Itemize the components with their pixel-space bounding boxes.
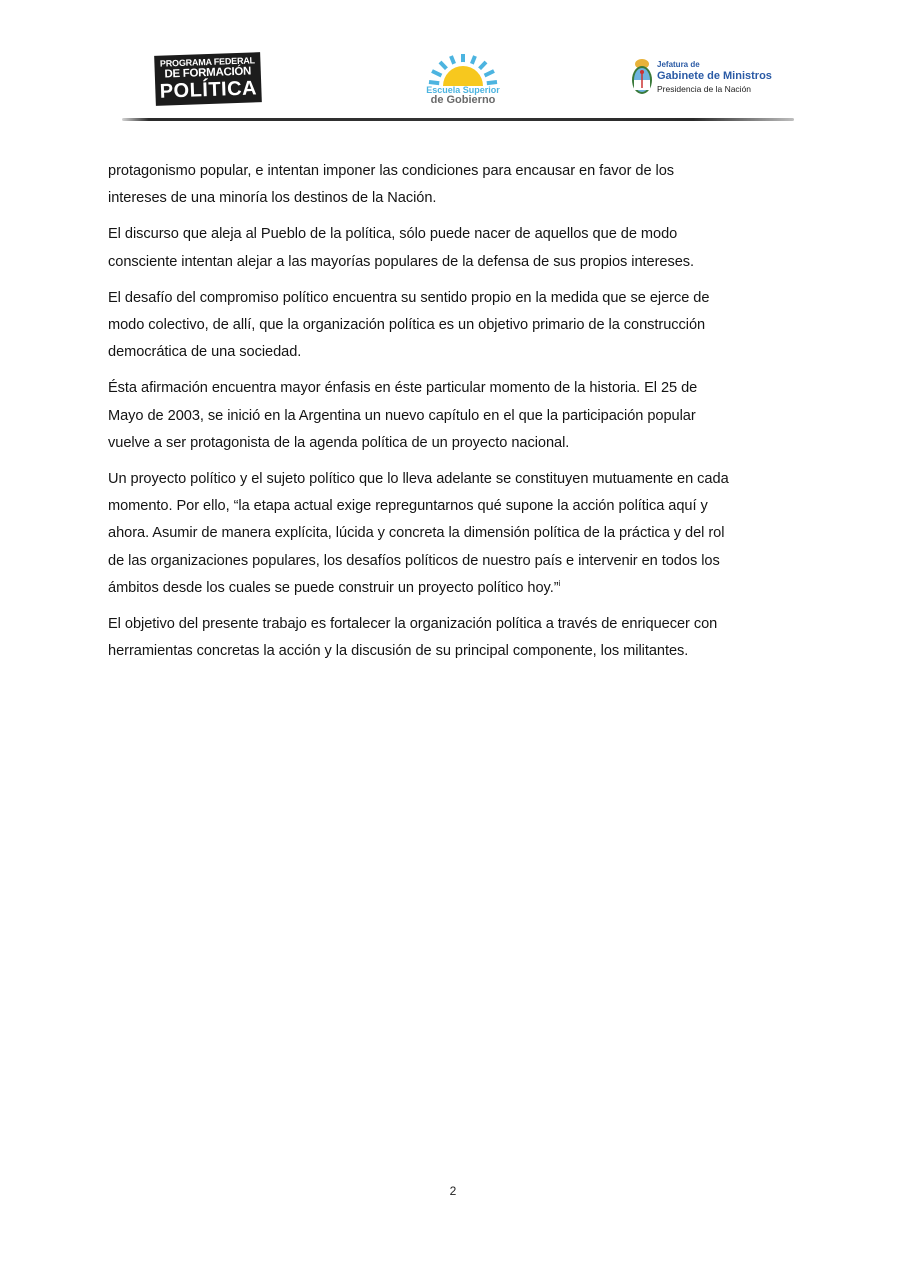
pff-line-3: POLÍTICA (159, 76, 258, 103)
text-line: protagonismo popular, e intentan imponer las condiciones para encausar en favor de los (108, 163, 675, 179)
footnote-marker[interactable]: i (558, 578, 561, 588)
jefatura-gabinete-logo (630, 58, 790, 102)
pff-line-2: DE FORMACIÓN (164, 65, 252, 81)
sun-rays-icon (427, 52, 499, 86)
text-line: herramientas concretas la acción y la discusión de su principal componente, los militantes. (108, 643, 689, 660)
text-line: El discurso que aleja al Pueblo de la política, sólo puede nacer de aquellos que de modo (108, 226, 678, 243)
text-line: momento. Por ello, “la etapa actual exige repreguntarnos qué supone la acción política aquí y (108, 498, 708, 515)
jgm-line-2: Gabinete de Ministros (657, 70, 772, 82)
programa-federal-logo (154, 52, 262, 106)
esg-line-1: Escuela Superior (426, 85, 500, 95)
page-header (0, 0, 906, 130)
jgm-line-1: Jefatura de (657, 60, 700, 69)
text-line: Mayo de 2003, se inició en la Argentina un nuevo capítulo en el que la participación popular (108, 407, 696, 424)
paragraph (108, 375, 808, 457)
coat-of-arms-icon (630, 58, 654, 98)
text-line: consciente intentan alejar a las mayorías populares de la defensa de sus propios intereses. (108, 253, 695, 270)
text-line: democrática de una sociedad. (108, 344, 302, 361)
page-number: 2 (449, 1184, 457, 1198)
paragraph (108, 611, 808, 665)
text-line: ámbitos desde los cuales se puede construir un proyecto político hoy.” (108, 579, 559, 596)
text-line: El objetivo del presente trabajo es fortalecer la organización política a través de enriquecer con (108, 616, 718, 633)
text-line: Ésta afirmación encuentra mayor énfasis en éste particular momento de la historia. El 25 de (108, 380, 698, 397)
text-line: vuelve a ser protagonista de la agenda política de un proyecto nacional. (108, 434, 570, 451)
text-line: Un proyecto político y el sujeto político que lo lleva adelante se constituyen mutuamente en cada (108, 471, 729, 488)
text-line: modo colectivo, de allí, que la organización política es un objetivo primario de la construcción (108, 317, 706, 334)
header-divider (122, 118, 794, 121)
jgm-line-3: Presidencia de la Nación (657, 84, 752, 94)
escuela-superior-logo (418, 52, 508, 108)
paragraph (108, 158, 808, 212)
esg-line-2: de Gobierno (430, 94, 496, 106)
paragraph (108, 285, 808, 367)
text-line-with-footnote (108, 575, 808, 602)
paragraph (108, 221, 808, 275)
document-body (108, 158, 808, 674)
text-line: El desafío del compromiso político encuentra su sentido propio en la medida que se ejerce de (108, 289, 710, 306)
pff-line-1: PROGRAMA FEDERAL (159, 55, 256, 69)
text-line: de las organizaciones populares, los desafíos políticos de nuestro país e intervenir en todos los (108, 552, 720, 569)
text-line: ahora. Asumir de manera explícita, lúcida y concreta la dimensión política de la práctica y del rol (108, 525, 725, 542)
paragraph (108, 466, 808, 602)
text-line: intereses de una minoría los destinos de la Nación. (108, 190, 437, 207)
